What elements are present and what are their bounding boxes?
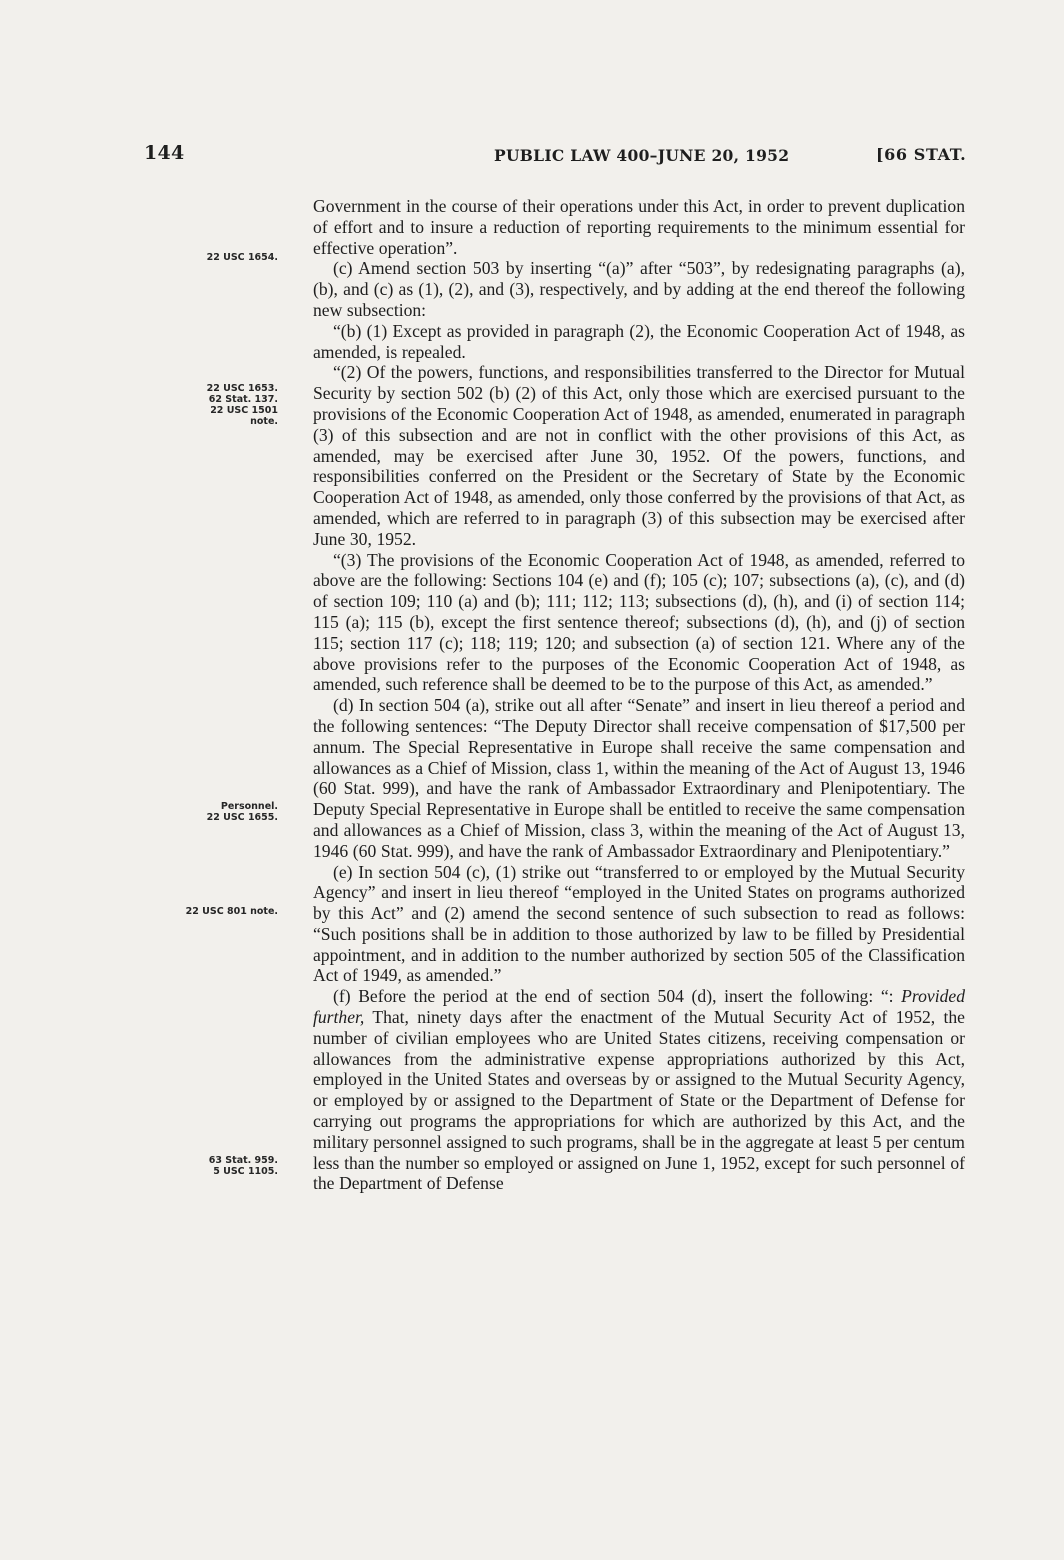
margin-note: Personnel. 22 USC 1655.	[206, 801, 278, 823]
paragraph: (d) In section 504 (a), strike out all after “Senate” and insert in lieu thereof a period and the following sentences: “The Deputy Director shall receive compensation of $17,500 per annum. The Special Representative in Europe shall receive the same compensation and allowances as a Chief of Mission, class 1, within the meaning of the Act of August 13, 1946 (60 Stat. 999), and have the rank of Ambassador Extraordinary and Plenipotentiary. The Deputy Special Representative in Europe shall be entitled to receive the same compensation and allowances as a Chief of Mission, class 3, within the meaning of the Act of August 13, 1946 (60 Stat. 999), and have the rank of Ambassador Extraordinary and Plenipotentiary.”	[313, 695, 965, 861]
paragraph	[313, 986, 965, 1194]
paragraph: “(b) (1) Except as provided in paragraph (2), the Economic Cooperation Act of 1948, as amended, is repealed.	[313, 320, 965, 362]
margin-note: 22 USC 1654.	[206, 252, 278, 263]
paragraph: Government in the course of their operations under this Act, in order to prevent duplication of effort and to insure a reduction of reporting requirements to the minimum essential for effective operation”.	[313, 196, 965, 258]
margin-note: 22 USC 801 note.	[185, 906, 278, 917]
margin-note: 22 USC 1653. 62 Stat. 137. 22 USC 1501 note.	[206, 383, 278, 427]
paragraph: “(3) The provisions of the Economic Cooperation Act of 1948, as amended, referred to above are the following: Sections 104 (e) and (f); 105 (c); 107; subsections (a), (c), and (d) of section 109; 110 (a) and (b); 111; 112; 113; subsections (d), (h), and (i) of section 114; 115 (a); 115 (b), except the first sentence thereof; subsections (d), (h), and (j) of section 115; section 117 (c); 118; 119; 120; and subsection (a) of section 121. Where any of the above provisions refer to the purposes of the Economic Cooperation Act of 1948, as amended, such reference shall be deemed to be to the purpose of this Act, as amended.”	[313, 549, 965, 695]
paragraph-text: That, ninety days after the enactment of the Mutual Security Act of 1952, the number of civilian employees who are United States citizens, receiving compensation or allowances from the administrative expense appropriations authorized by this Act, employed in the United States and overseas by or assigned to the Mutual Security Agency, or employed by or assigned to the Department of State or the Department of Defense for carrying out programs the appropriations for which are authorized by this Act, and the military personnel assigned to such programs, shall be in the aggregate at least 5 per centum less than the number so employed or assigned on June 1, 1952, except for such personnel of the Department of Defense	[313, 1007, 965, 1194]
proviso-italic: Provided further,	[313, 986, 965, 1028]
statute-body	[313, 196, 965, 1194]
margin-note: 63 Stat. 959. 5 USC 1105.	[208, 1155, 278, 1177]
running-head: PUBLIC LAW 400–JUNE 20, 1952	[494, 146, 790, 165]
page-number: 144	[144, 142, 185, 164]
paragraph-text: (f) Before the period at the end of section 504 (d), insert the following: “:	[333, 986, 902, 1007]
paragraph: (c) Amend section 503 by inserting “(a)” after “503”, by redesignating paragraphs (a), (b), and (c) as (1), (2), and (3), respectively, and by adding at the end thereof the following new subsection:	[313, 258, 965, 320]
paragraph: “(2) Of the powers, functions, and responsibilities transferred to the Director for Mutual Security by section 502 (b) (2) of this Act, only those which are exercised pursuant to the provisions of the Economic Cooperation Act of 1948, as amended, enumerated in paragraph (3) of this subsection and are not in conflict with the other provisions of this Act, as amended, may be exercised after June 30, 1952. Of the powers, functions, and responsibilities conferred on the President or the Secretary of State by the Economic Cooperation Act of 1948, as amended, only those conferred by the provisions of that Act, as amended, which are referred to in paragraph (3) of this subsection may be exercised after June 30, 1952.	[313, 362, 965, 549]
statute-reference: [66 STAT.	[876, 145, 967, 164]
paragraph: (e) In section 504 (c), (1) strike out “transferred to or employed by the Mutual Security Agency” and insert in lieu thereof “employed in the United States on programs authorized by this Act” and (2) amend the second sentence of such subsection to read as follows: “Such positions shall be in addition to those authorized by law to be filled by Presidential appointment, and in addition to the number authorized by section 505 of the Classification Act of 1949, as amended.”	[313, 861, 965, 986]
